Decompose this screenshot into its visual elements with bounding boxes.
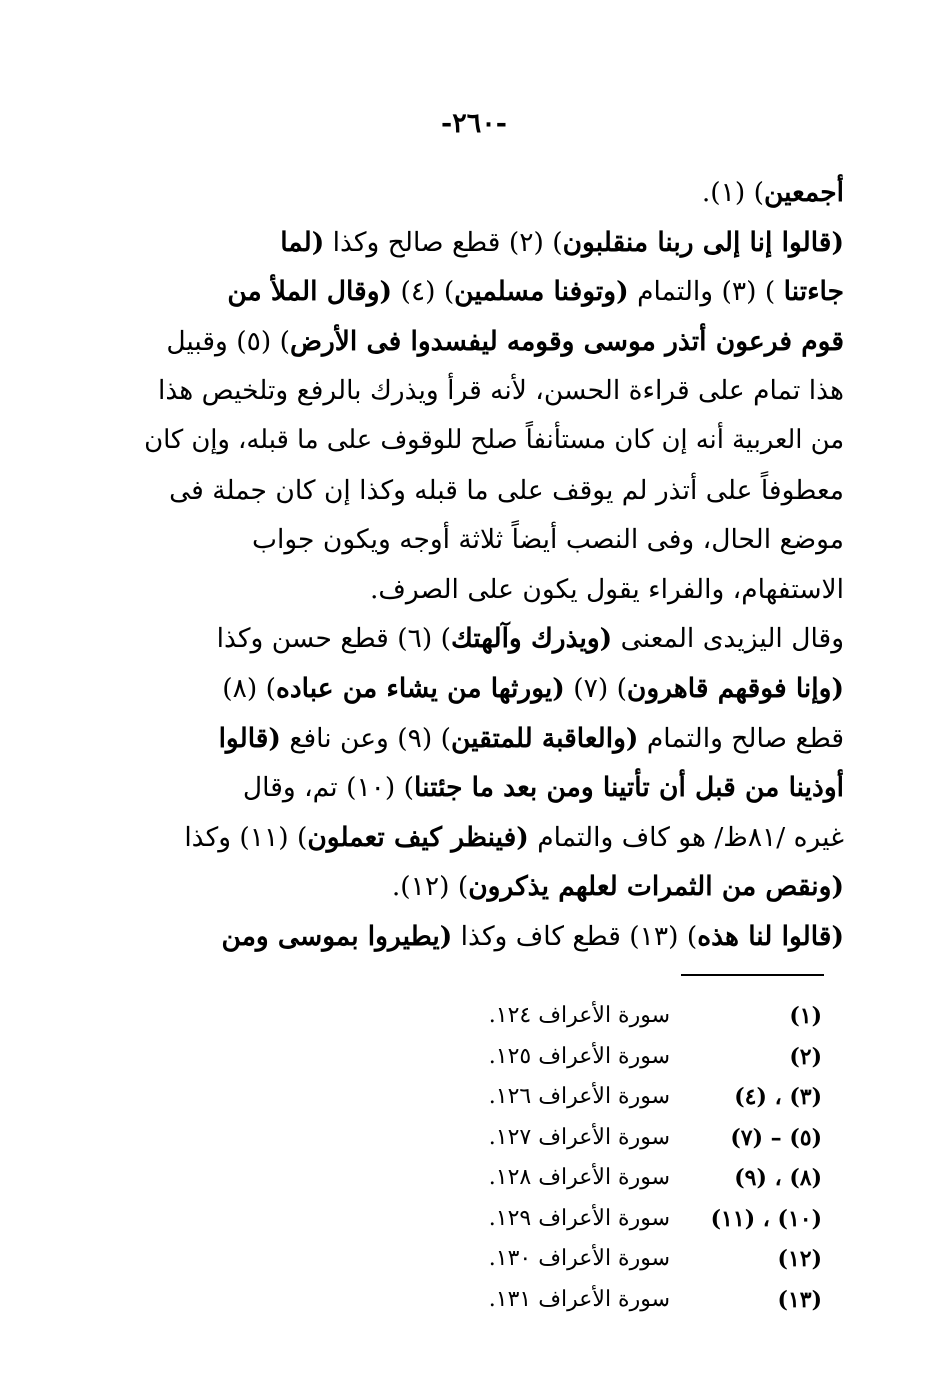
text-line [130,515,844,565]
commentary-text: ) (١). [701,177,764,208]
commentary-text: ) (٦) قطع حسن وكذا [216,623,451,655]
footnote [470,1077,830,1118]
quran-quote: جاءتنا [783,276,844,308]
commentary-text: غيره /٨١ظ/ هو كاف والتمام [528,821,844,853]
quran-quote: (ونقص من الثمرات لعلهم يذكرون [468,871,844,903]
page-number: -٢٦٠- [441,108,507,139]
text-line [130,366,844,416]
text-line [130,317,844,367]
text-line [130,168,844,218]
footnote [470,996,830,1037]
quran-quote: (قالوا لنا هذه [697,920,844,952]
footnote-source: سورة الأعراف ١٢٩. [488,1205,670,1231]
quran-quote: (فينظر كيف تعملون [307,821,529,853]
commentary-text: ) (١٠) تم، وقال [242,772,415,804]
text-line [130,813,844,863]
footnote-source: سورة الأعراف ١٢٦. [488,1084,670,1109]
commentary-text: الاستفهام، والفراء يقول يكون على الصرف. [369,573,844,605]
footnote-source: سورة الأعراف ١٢٧. [488,1124,670,1150]
quran-quote: أوذينا من قبل أن تأتينا ومن بعد ما جئتنا [414,772,844,804]
quran-quote: (والعاقبة للمتقين [450,722,639,754]
commentary-text: ) (١٣) قطع كاف وكذا [452,920,698,952]
text-line [130,614,844,664]
quran-quote: قوم فرعون أتذر موسى وقومه ليفسدوا فى الأرض [289,325,844,357]
footnote-ref: (١٣) [777,1286,822,1313]
footnote-ref: (١) [789,1003,822,1029]
footnote-source: سورة الأعراف ١٢٤. [488,1003,670,1028]
text-line [130,664,844,714]
footnote-divider [681,974,824,976]
commentary-text: ) (١٢). [391,871,469,903]
footnote [470,1239,830,1280]
commentary-text: ) (٩) وعن نافع [280,722,451,754]
commentary-text: ) (٤) [392,276,455,308]
commentary-text: وقال اليزيدى المعنى [612,623,844,655]
footnote-source: سورة الأعراف ١٣١. [488,1286,670,1312]
footnotes [470,996,830,1320]
quran-quote: (وقال الملأ من [227,276,393,308]
text-line [130,763,844,813]
commentary-text: ) (١١) وكذا [184,821,308,853]
footnote-ref: (٢) [789,1043,822,1070]
footnote [470,1037,830,1078]
text-line [130,714,844,764]
text-line [130,267,844,317]
commentary-text: معطوفاً على أتذر لم يوقف على ما قبله وكذا إن كان جملة فى [169,474,844,506]
quran-quote: (يطيروا بموسى ومن [221,920,453,952]
commentary-text: ) (٥) وقبيل [166,325,290,357]
commentary-text: ) (٣) والتمام [628,276,784,308]
footnote [470,1280,830,1321]
commentary-text: من العربية أنه إن كان مستأنفاً صلح للوقوف على ما قبله، وإن كان [144,424,844,455]
footnote-ref: (١٠) ، (١١) [710,1205,822,1232]
footnote-source: سورة الأعراف ١٢٥. [488,1043,670,1069]
quran-quote: (وتوفنا مسلمين [454,276,629,308]
text-line [130,466,844,516]
quran-quote: (قالوا إنا إلى ربنا منقلبون [562,226,844,258]
footnote [470,1118,830,1159]
text-line [130,862,844,912]
body-text [130,168,844,962]
footnote-ref: (٨) ، (٩) [734,1165,822,1191]
footnote [470,1199,830,1240]
footnote-source: سورة الأعراف ١٢٨. [488,1165,670,1190]
text-line [130,565,844,615]
quran-quote: (يورثها من يشاء من عباده [275,672,565,704]
commentary-text: ) (٨) [222,672,276,704]
footnote [470,1158,830,1199]
footnote-ref: (٥) – (٧) [730,1124,822,1151]
commentary-text: موضع الحال، وفى النصب أيضاً ثلاثة أوجه ويكون جواب [252,524,844,556]
footnote-ref: (١٢) [777,1246,822,1272]
commentary-text: ) (٢) قطع صالح وكذا [324,226,563,258]
commentary-text: هذا تمام على قراءة الحسن، لأنه قرأ ويذرك بالرفع وتلخيص هذا [158,375,844,407]
quran-quote: (قالوا [218,722,281,754]
commentary-text: قطع صالح والتمام [638,722,844,754]
footnote-ref: (٣) ، (٤) [734,1084,822,1110]
quran-quote: (ويذرك وآلهتك [450,623,613,655]
footnote-source: سورة الأعراف ١٣٠. [488,1246,670,1271]
text-line [130,416,844,466]
text-line [130,912,844,962]
commentary-text: ) (٧) [564,672,627,704]
quran-quote: (وإنا فوقهم قاهرون [626,672,844,704]
quran-quote: أجمعين [763,177,844,208]
quran-quote: (لما [280,226,325,258]
text-line [130,218,844,268]
